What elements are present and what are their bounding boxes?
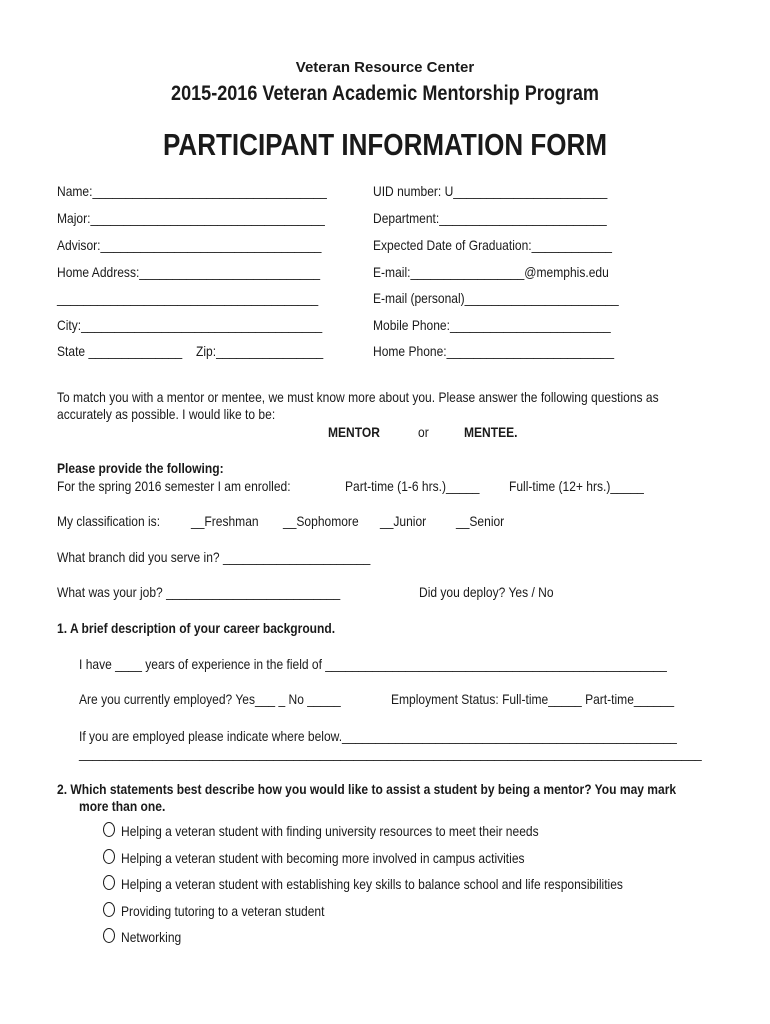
- classification-label: My classification is:: [57, 513, 161, 529]
- option-circle-icon[interactable]: [103, 822, 115, 837]
- employer-field-line2[interactable]: _____________________________________________________________________________________________: [79, 745, 702, 761]
- mentee-option[interactable]: MENTEE.: [464, 424, 518, 440]
- job-field[interactable]: What was your job? __________________________: [57, 584, 341, 600]
- deploy-question[interactable]: Did you deploy? Yes / No: [419, 584, 554, 600]
- organization-name: Veteran Resource Center: [295, 59, 475, 76]
- provide-heading: Please provide the following:: [57, 460, 224, 476]
- uid-field[interactable]: UID number: U_______________________: [373, 183, 608, 199]
- option-label: Helping a veteran student with finding university resources to meet their needs: [121, 823, 539, 839]
- option-circle-icon[interactable]: [103, 849, 115, 864]
- question-1-heading: 1. A brief description of your career background.: [57, 620, 336, 636]
- email-field[interactable]: E-mail:_________________@memphis.edu: [373, 264, 609, 280]
- home-address-field[interactable]: Home Address:___________________________: [57, 264, 321, 280]
- option-label: Providing tutoring to a veteran student: [121, 903, 325, 919]
- currently-employed-field[interactable]: Are you currently employed? Yes___ _ No _____: [79, 691, 341, 707]
- intro-line-2: accurately as possible. I would like to be:: [57, 406, 276, 422]
- question-2-heading-line2: more than one.: [79, 798, 166, 814]
- address-line2-field[interactable]: _______________________________________: [57, 290, 319, 306]
- employer-field[interactable]: If you are employed please indicate where below.__________________________________________________: [79, 728, 677, 744]
- experience-field[interactable]: I have ____ years of experience in the field of ___________________________________________________: [79, 656, 667, 672]
- name-field[interactable]: Name:___________________________________: [57, 183, 327, 199]
- home-phone-field[interactable]: Home Phone:_________________________: [373, 343, 615, 359]
- part-time-option[interactable]: Part-time (1-6 hrs.)_____: [345, 478, 480, 494]
- city-field[interactable]: City:____________________________________: [57, 317, 323, 333]
- personal-email-field[interactable]: E-mail (personal)_______________________: [373, 290, 619, 306]
- major-field[interactable]: Major:___________________________________: [57, 210, 325, 226]
- option-circle-icon[interactable]: [103, 902, 115, 917]
- option-circle-icon[interactable]: [103, 928, 115, 943]
- graduation-date-field[interactable]: Expected Date of Graduation:____________: [373, 237, 612, 253]
- option-label: Networking: [121, 929, 182, 945]
- department-field[interactable]: Department:_________________________: [373, 210, 607, 226]
- state-field[interactable]: State ______________: [57, 343, 183, 359]
- freshman-option[interactable]: __Freshman: [191, 513, 259, 529]
- enrollment-label: For the spring 2016 semester I am enrolled:: [57, 478, 291, 494]
- branch-field[interactable]: What branch did you serve in? ______________________: [57, 549, 371, 565]
- intro-line-1: To match you with a mentor or mentee, we must know more about you. Please answer the following questions as: [57, 389, 659, 405]
- question-2-heading: 2. Which statements best describe how you would like to assist a student by being a mentor? You may mark: [57, 781, 677, 797]
- employment-status-field[interactable]: Employment Status: Full-time_____ Part-time______: [391, 691, 675, 707]
- full-time-option[interactable]: Full-time (12+ hrs.)_____: [509, 478, 644, 494]
- option-label: Helping a veteran student with becoming more involved in campus activities: [121, 850, 525, 866]
- option-circle-icon[interactable]: [103, 875, 115, 890]
- senior-option[interactable]: __Senior: [456, 513, 505, 529]
- or-label: or: [418, 424, 429, 440]
- advisor-field[interactable]: Advisor:_________________________________: [57, 237, 322, 253]
- program-title: 2015-2016 Veteran Academic Mentorship Program: [171, 82, 599, 105]
- zip-field[interactable]: Zip:________________: [196, 343, 324, 359]
- form-title: PARTICIPANT INFORMATION FORM: [162, 127, 608, 162]
- junior-option[interactable]: __Junior: [380, 513, 427, 529]
- option-label: Helping a veteran student with establishing key skills to balance school and life responsibilities: [121, 876, 623, 892]
- mentor-option[interactable]: MENTOR: [328, 424, 380, 440]
- sophomore-option[interactable]: __Sophomore: [283, 513, 359, 529]
- mobile-phone-field[interactable]: Mobile Phone:________________________: [373, 317, 611, 333]
